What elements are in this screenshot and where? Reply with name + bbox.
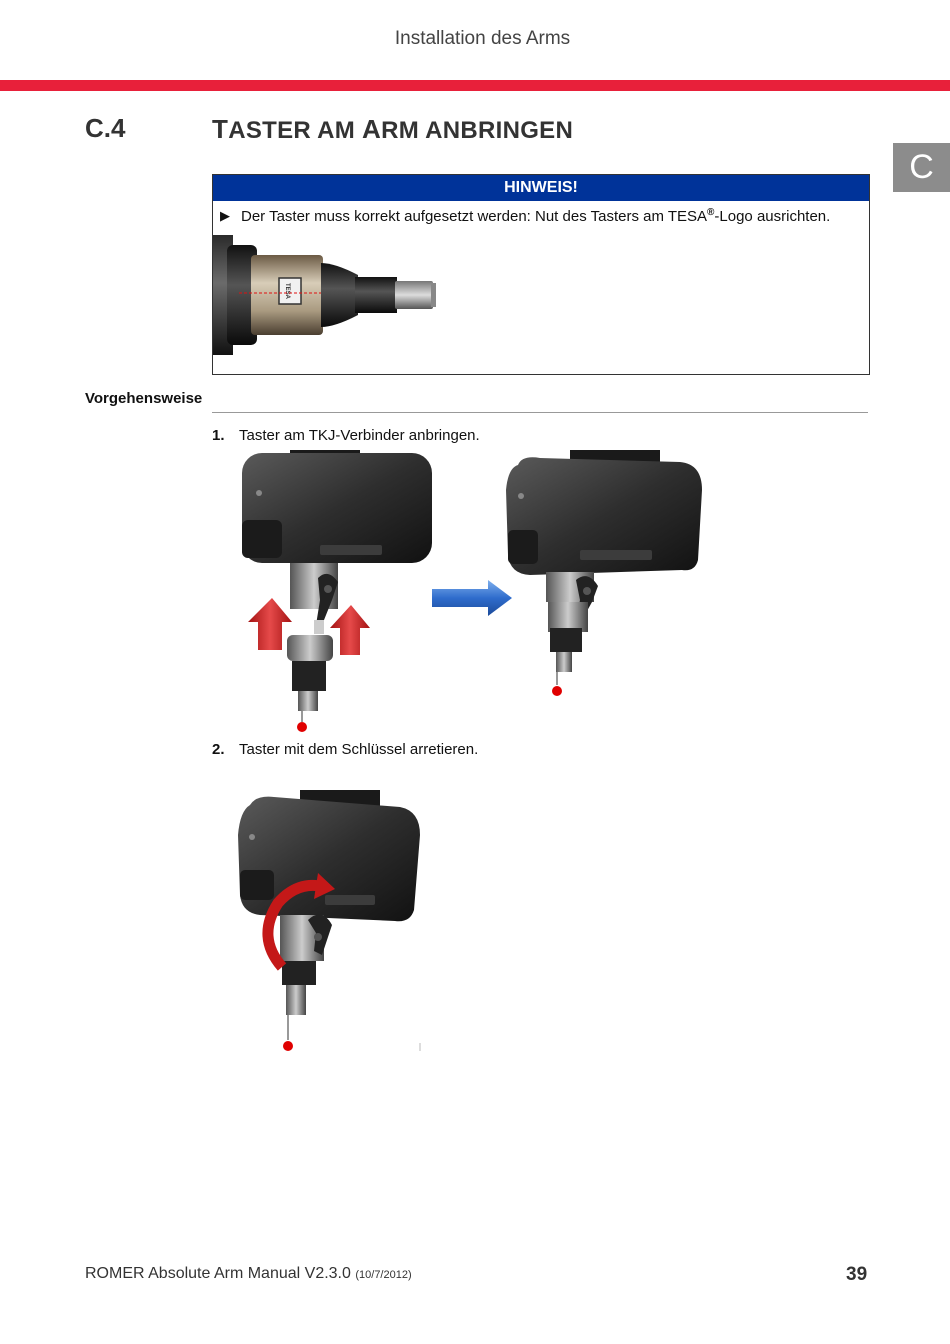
- footer-document-title: [85, 1265, 412, 1283]
- notice-text: [241, 207, 830, 225]
- probe-alignment-photo: [213, 235, 438, 355]
- registered-mark: ®: [707, 207, 715, 218]
- notice-heading: HINWEIS!: [213, 175, 869, 201]
- bullet-arrow-icon: ▶: [220, 208, 230, 223]
- section-title: [212, 114, 573, 145]
- step-number: 2.: [212, 741, 225, 758]
- running-header: Installation des Arms: [394, 28, 571, 49]
- footer-doc-date: (10/7/2012): [355, 1269, 412, 1281]
- procedure-label: Vorgehensweise: [85, 390, 203, 407]
- step1-attach-illustration: [230, 450, 720, 740]
- section-title-part: T: [212, 114, 229, 144]
- chapter-tab[interactable]: C: [893, 143, 950, 192]
- step-text: Taster mit dem Schlüssel arretieren.: [239, 741, 479, 758]
- notice-text-after: -Logo ausrichten.: [714, 208, 831, 225]
- section-title-part: ASTER AM: [228, 117, 362, 144]
- section-title-part: RM ANBRINGEN: [381, 117, 574, 144]
- procedure-divider: [212, 412, 868, 413]
- tesa-logo-text: TESA: [284, 282, 290, 300]
- header-red-bar: [0, 80, 950, 91]
- section-number: C.4: [85, 113, 126, 143]
- notice-text-before: Der Taster muss korrekt aufgesetzt werden: Nut des Tasters am TESA: [241, 208, 708, 225]
- notice-box: [212, 174, 870, 375]
- section-title-part: A: [362, 114, 382, 144]
- page-number: 39: [846, 1264, 868, 1285]
- footer-doc-name: ROMER Absolute Arm Manual V2.3.0: [85, 1265, 351, 1282]
- step2-lock-illustration: [230, 785, 450, 1060]
- step-number: 1.: [212, 427, 225, 444]
- step-text: Taster am TKJ-Verbinder anbringen.: [239, 427, 480, 444]
